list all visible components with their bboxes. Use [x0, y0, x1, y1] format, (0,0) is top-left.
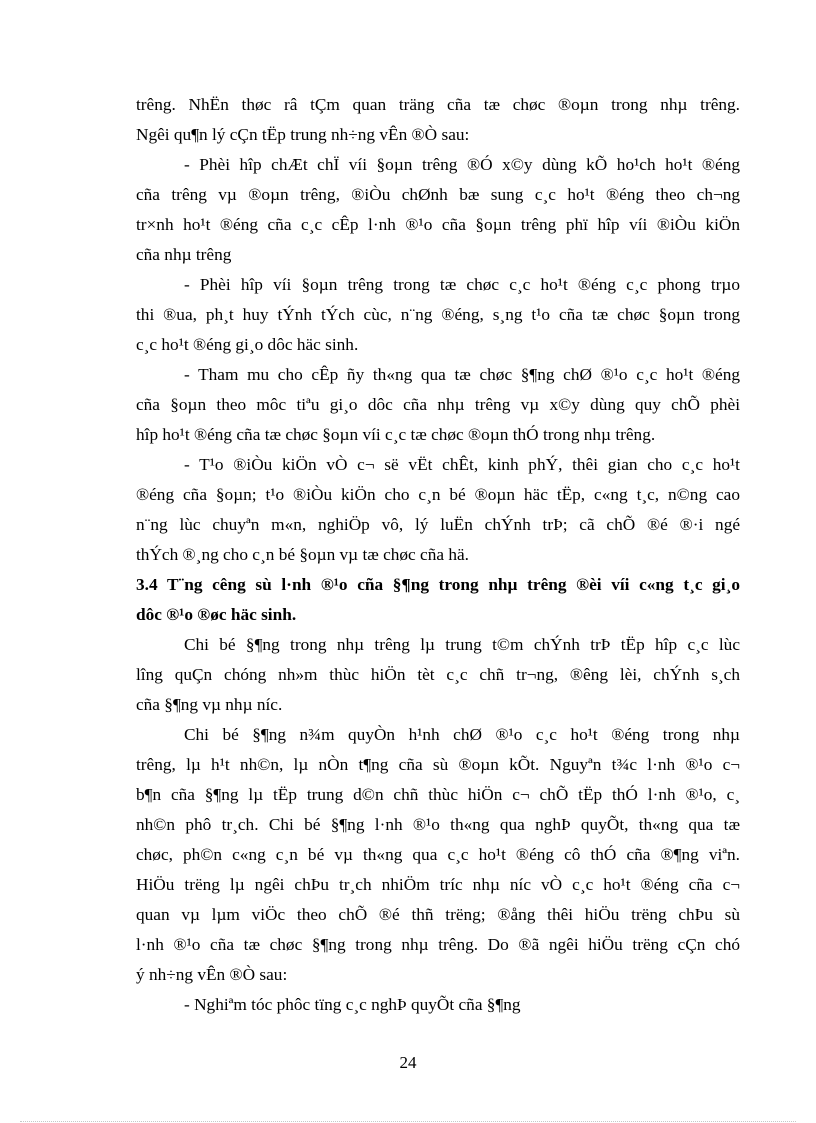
- text-line: trêng, lµ h¹t nh©n, lµ nÒn t¶ng cña sù ®oµn kÕt. Nguyªn t¾c l·nh ®¹o c¬: [136, 755, 740, 774]
- text-line: nh©n phô tr¸ch. Chi bé §¶ng l·nh ®¹o th«ng qua nghÞ quyÕt, th«ng qua tæ: [136, 815, 740, 834]
- text-line: tr×nh ho¹t ®éng cña c¸c cÊp l·nh ®¹o cña §oµn trêng phï hîp víi ®iÒu kiÖn: [136, 215, 740, 234]
- text-line: cña nhµ trêng: [136, 245, 232, 264]
- text-line: Chi bé §¶ng n¾m quyÒn h¹nh chØ ®¹o c¸c ho¹t ®éng trong nhµ: [184, 725, 740, 744]
- text-line: - T¹o ®iÒu kiÖn vÒ c¬ së vËt chÊt, kinh phÝ, thêi gian cho c¸c ho¹t: [184, 455, 740, 474]
- page-bottom-divider: [20, 1121, 796, 1122]
- text-line: cña trêng vµ ®oµn trêng, ®iÒu chØnh bæ sung c¸c ho¹t ®éng theo ch¬ng: [136, 185, 740, 204]
- text-line: HiÖu trëng lµ ngêi chÞu tr¸ch nhiÖm tríc nhµ níc vÒ c¸c ho¹t ®éng cña c¬: [136, 875, 740, 894]
- text-line: - Phèi hîp chÆt chÏ víi §oµn trêng ®Ó x©y dùng kÕ ho¹ch ho¹t ®éng: [184, 155, 740, 174]
- text-line: cña §oµn theo môc tiªu gi¸o dôc cña nhµ trêng vµ x©y dùng quy chÕ phèi: [136, 395, 740, 414]
- text-line: quan vµ lµm viÖc theo chÕ ®é thñ trëng; ®ång thêi hiÖu trëng chÞu sù: [136, 905, 740, 924]
- text-line: hîp ho¹t ®éng cña tæ chøc §oµn víi c¸c tæ chøc ®oµn thÓ trong nhµ trêng.: [136, 425, 656, 444]
- text-line: - Nghiªm tóc phôc tïng c¸c nghÞ quyÕt cña §¶ng: [184, 995, 521, 1014]
- document-body: [136, 90, 740, 1020]
- text-line: thÝch ®¸ng cho c¸n bé §oµn vµ tæ chøc cña hä.: [136, 545, 469, 564]
- text-line: c¸c ho¹t ®éng gi¸o dôc häc sinh.: [136, 335, 359, 354]
- text-line: Chi bé §¶ng trong nhµ trêng lµ trung t©m chÝnh trÞ tËp hîp c¸c lùc: [184, 635, 740, 654]
- text-line: trêng. NhËn thøc râ tÇm quan träng cña tæ chøc ®oµn trong nhµ trêng.: [136, 95, 740, 114]
- text-line: ®éng cña §oµn; t¹o ®iÒu kiÖn cho c¸n bé ®oµn häc tËp, c«ng t¸c, n©ng cao: [136, 485, 740, 504]
- text-line: ý nh÷ng vÊn ®Ò sau:: [136, 965, 288, 984]
- section-heading: 3.4 T¨ng cêng sù l·nh ®¹o cña §¶ng trong nhµ trêng ®èi víi c«ng t¸c gi¸o: [136, 575, 740, 594]
- text-line: chøc, ph©n c«ng c¸n bé vµ th«ng qua c¸c ho¹t ®éng cô thÓ cña ®¶ng viªn.: [136, 845, 740, 864]
- text-line: - Tham mu cho cÊp ñy th«ng qua tæ chøc §¶ng chØ ®¹o c¸c ho¹t ®éng: [184, 365, 740, 384]
- text-line: l·nh ®¹o cña tæ chøc §¶ng trong nhµ trêng. Do ®ã ngêi hiÖu trëng cÇn chó: [136, 935, 740, 954]
- text-line: lîng quÇn chóng nh»m thùc hiÖn tèt c¸c chñ tr¬ng, ®êng lèi, chÝnh s¸ch: [136, 665, 740, 684]
- page-number: 24: [399, 1053, 417, 1072]
- text-line: n¨ng lùc chuyªn m«n, nghiÖp vô, lý luËn chÝnh trÞ; cã chÕ ®é ®·i ngé: [136, 515, 740, 534]
- section-heading: dôc ®¹o ®øc häc sinh.: [136, 605, 297, 624]
- text-line: thi ®ua, ph¸t huy tÝnh tÝch cùc, n¨ng ®éng, s¸ng t¹o cña tæ chøc §oµn trong: [136, 305, 740, 324]
- text-line: cña §¶ng vµ nhµ níc.: [136, 695, 283, 714]
- text-line: b¶n cña §¶ng lµ tËp trung d©n chñ thùc hiÖn c¬ chÕ tËp thÓ l·nh ®¹o, c¸: [136, 785, 740, 804]
- text-line: Ngêi qu¶n lý cÇn tËp trung nh÷ng vÊn ®Ò sau:: [136, 125, 470, 144]
- text-line: - Phèi hîp víi §oµn trêng trong tæ chøc c¸c ho¹t ®éng c¸c phong trµo: [184, 275, 740, 294]
